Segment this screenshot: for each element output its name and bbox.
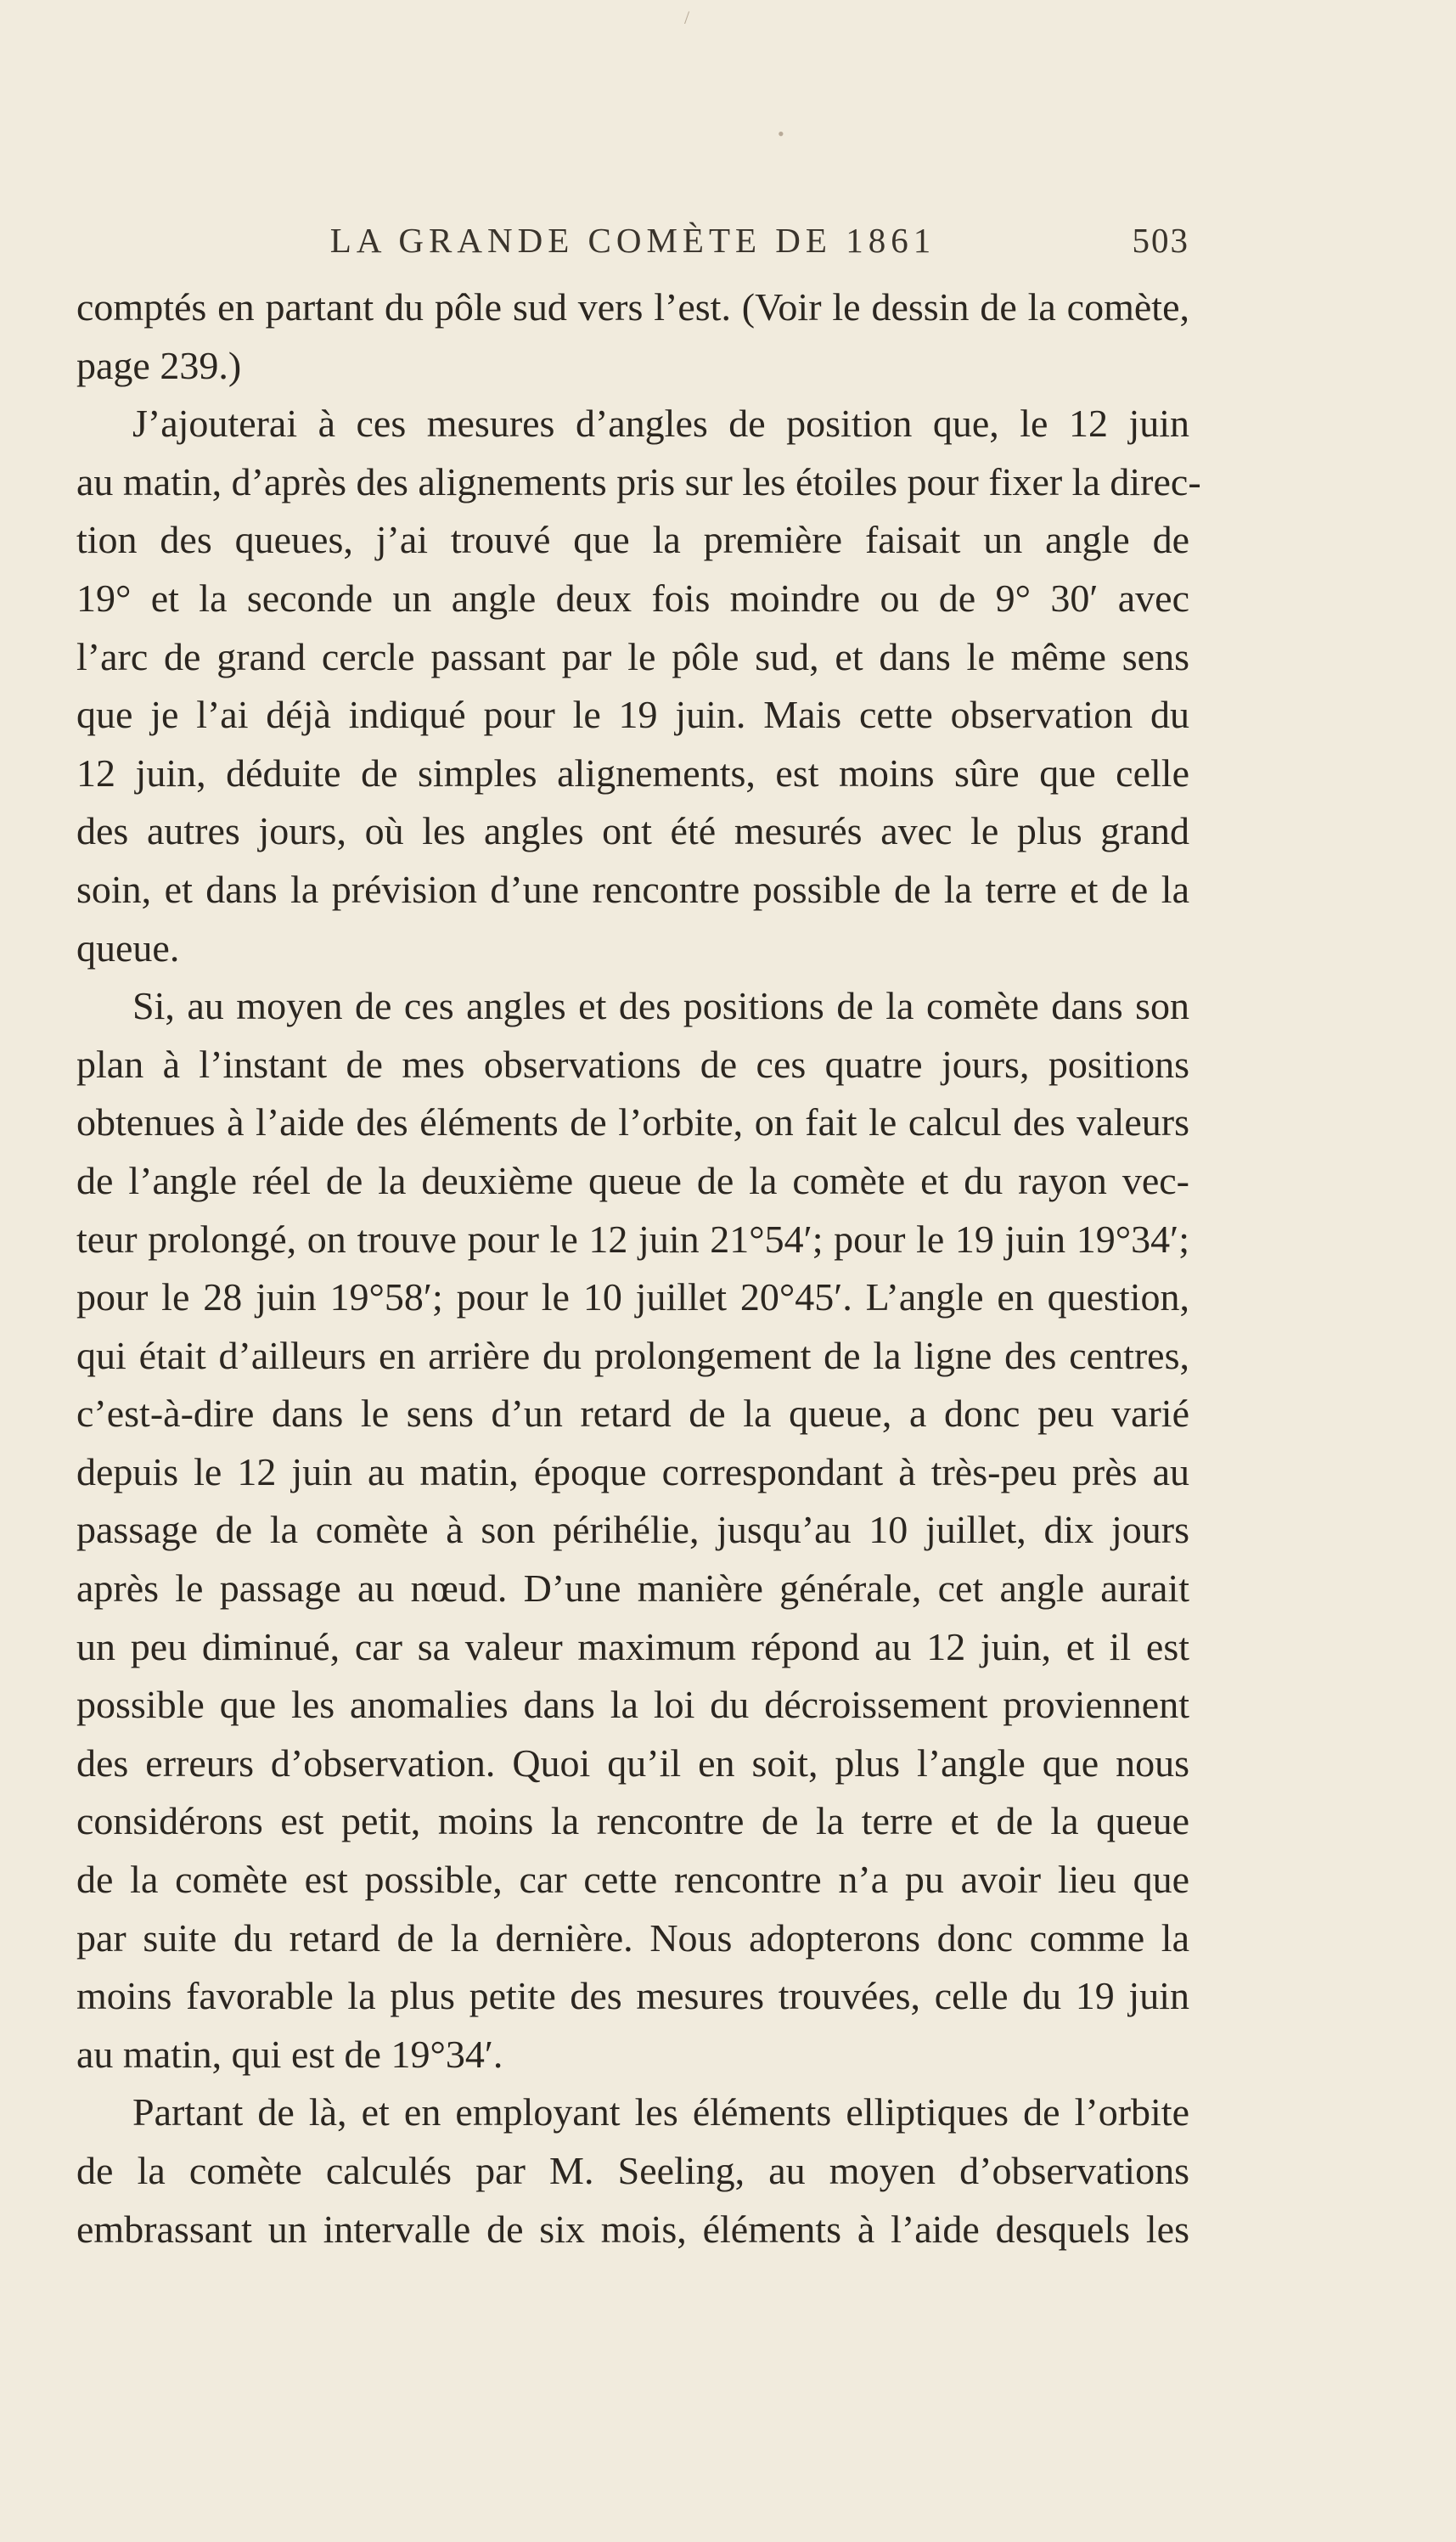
text-line: obtenues à l’aide des éléments de l’orbite, on fait le calcul des valeurs: [76, 1100, 1189, 1144]
text-line: de la comète calculés par M. Seeling, au moyen d’observations: [76, 2149, 1189, 2192]
text-line: passage de la comète à son périhélie, jusqu’au 10 juillet, dix jours: [76, 1508, 1189, 1552]
running-head: [76, 219, 1189, 262]
text-line: au matin, d’après des alignements pris sur les étoiles pour fixer la direc-: [76, 459, 1201, 503]
text-line: comptés en partant du pôle sud vers l’est. (Voir le dessin de la comète,: [76, 285, 1189, 329]
text-line: embrassant un intervalle de six mois, éléments à l’aide desquels les: [76, 2207, 1189, 2251]
text-line: après le passage au nœud. D’une manière générale, cet angle aurait: [76, 1566, 1189, 1611]
paragraph-first-line: Partant de là, et en employant les éléments elliptiques de l’orbite: [132, 2090, 1189, 2134]
text-line: un peu diminué, car sa valeur maximum répond au 12 juin, et il est: [76, 1624, 1189, 1668]
text-line: soin, et dans la prévision d’une rencontre possible de la terre et de la: [76, 867, 1189, 911]
text-line: queue.: [76, 925, 180, 970]
text-line: 19° et la seconde un angle deux fois moindre ou de 9° 30′ avec: [76, 576, 1189, 620]
running-title: LA GRANDE COMÈTE DE 1861: [329, 221, 936, 260]
text-line: au matin, qui est de 19°34′.: [76, 2032, 503, 2076]
paragraph-first-line: J’ajouterai à ces mesures d’angles de position que, le 12 juin: [132, 402, 1189, 446]
text-line: l’arc de grand cercle passant par le pôle sud, et dans le même sens: [76, 634, 1189, 678]
paragraph-first-line: Si, au moyen de ces angles et des positions de la comète dans son: [132, 984, 1189, 1028]
text-line: des autres jours, où les angles ont été mesurés avec le plus grand: [76, 809, 1189, 853]
text-line: que je l’ai déjà indiqué pour le 19 juin. Mais cette observation du: [76, 693, 1189, 737]
text-line: pour le 28 juin 19°58′; pour le 10 juillet 20°45′. L’angle en question,: [76, 1275, 1189, 1319]
text-line: de l’angle réel de la deuxième queue de la comète et du rayon vec-: [76, 1158, 1189, 1202]
text-line: page 239.): [76, 343, 242, 387]
text-line: considérons est petit, moins la rencontre de la terre et de la queue: [76, 1799, 1189, 1843]
body-text: [76, 278, 1201, 2258]
text-line: possible que les anomalies dans la loi du décroissement proviennent: [76, 1683, 1189, 1727]
text-line: des erreurs d’observation. Quoi qu’il en soit, plus l’angle que nous: [76, 1741, 1189, 1785]
text-line: tion des queues, j’ai trouvé que la première faisait un angle de: [76, 518, 1189, 562]
text-line: teur prolongé, on trouve pour le 12 juin 21°54′; pour le 19 juin 19°34′;: [76, 1217, 1189, 1261]
text-line: c’est-à-dire dans le sens d’un retard de la queue, a donc peu varié: [76, 1392, 1189, 1436]
text-line: moins favorable la plus petite des mesures trouvées, celle du 19 juin: [76, 1974, 1189, 2018]
text-line: par suite du retard de la dernière. Nous adopterons donc comme la: [76, 1915, 1189, 1960]
page-number: 503: [1132, 221, 1189, 260]
stray-ink-mark: /: [684, 7, 690, 28]
text-line: qui était d’ailleurs en arrière du prolongement de la ligne des centres,: [76, 1333, 1189, 1377]
stray-ink-dot: •: [778, 123, 784, 144]
text-line: 12 juin, déduite de simples alignements, est moins sûre que celle: [76, 751, 1189, 795]
text-line: de la comète est possible, car cette rencontre n’a pu avoir lieu que: [76, 1858, 1189, 1902]
text-line: depuis le 12 juin au matin, époque correspondant à très-peu près au: [76, 1449, 1189, 1493]
text-line: plan à l’instant de mes observations de ces quatre jours, positions: [76, 1042, 1189, 1086]
